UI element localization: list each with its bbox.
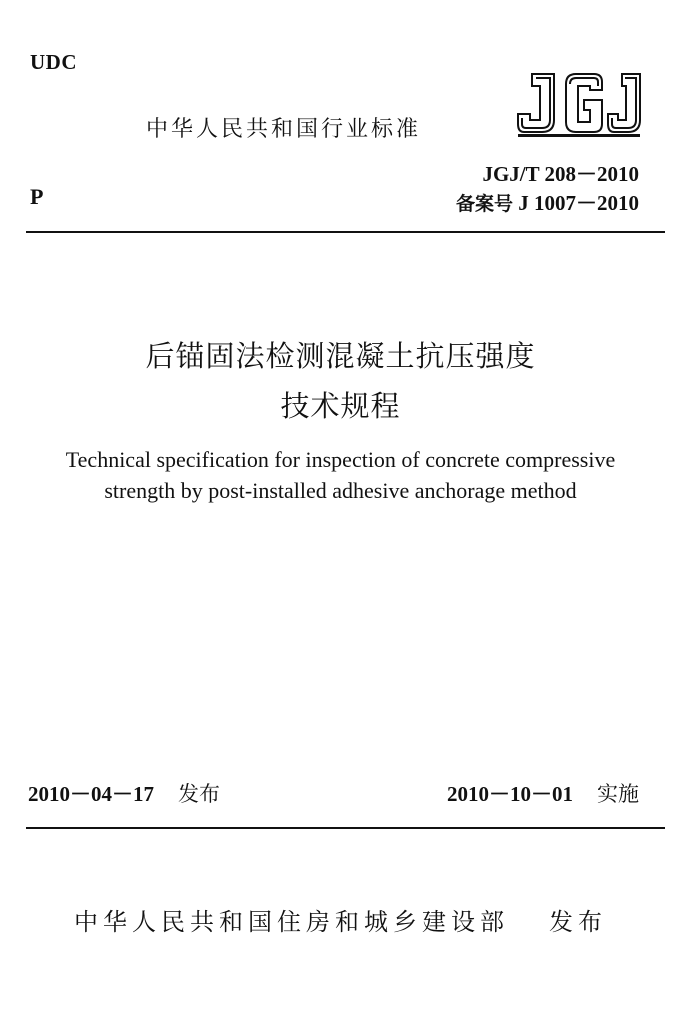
- title-cn-line2: 技术规程: [280, 389, 401, 423]
- classification-code: P: [30, 184, 44, 209]
- jgj-logo-graphic: [514, 70, 644, 140]
- effective-label: 实施: [597, 782, 639, 806]
- title-en-line2: strength by post-installed adhesive anchorage method: [104, 478, 577, 503]
- standard-code: JGJ/T 208－2010: [482, 162, 639, 186]
- effective-date: 2010－10－01: [447, 782, 573, 806]
- top-divider: [26, 231, 665, 233]
- publisher-line: [0, 902, 681, 937]
- udc-label: UDC: [30, 50, 77, 74]
- publish-label: 发布: [549, 908, 607, 936]
- issue-label: 发布: [178, 782, 220, 806]
- jgj-logo: [514, 70, 644, 140]
- title-cn-line1: 后锚固法检测混凝土抗压强度: [145, 339, 536, 373]
- filing-number-line: [456, 189, 639, 219]
- publisher-name: 中华人民共和国住房和城乡建设部: [74, 908, 509, 936]
- effective-date-block: [447, 778, 639, 808]
- title-en-line1: Technical specification for inspection of concrete compressive: [65, 447, 616, 472]
- issue-date: 2010－04－17: [28, 782, 154, 806]
- filing-number: J 1007－2010: [518, 191, 639, 215]
- bottom-divider: [26, 827, 665, 829]
- filing-prefix: 备案号: [455, 193, 513, 215]
- standard-code-block: [456, 160, 639, 219]
- issue-date-block: [28, 778, 220, 808]
- industry-standard-title: 中华人民共和国行业标准: [146, 117, 422, 142]
